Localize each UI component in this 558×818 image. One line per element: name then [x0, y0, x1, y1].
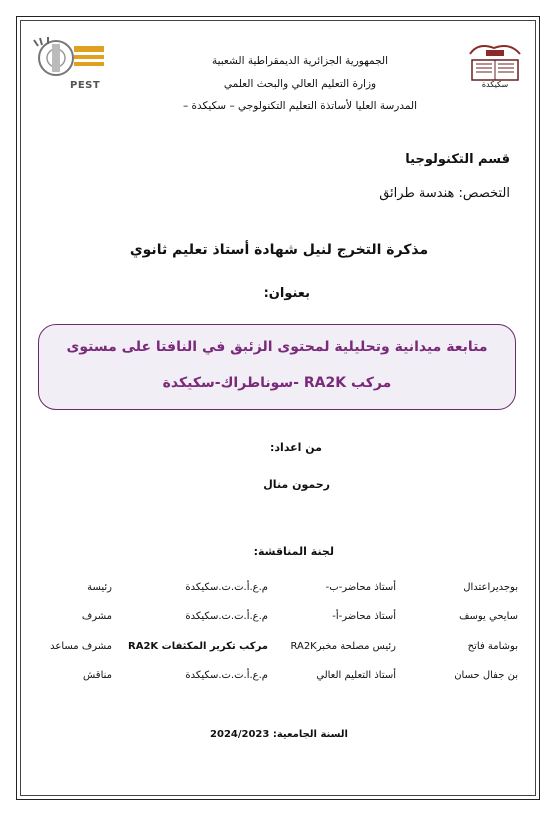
academic-year: السنة الجامعية: 2024/2023 — [210, 729, 348, 740]
committee-row — [40, 611, 518, 627]
specialty: التخصص: هندسة طرائق — [379, 186, 510, 201]
subject-line-1: متابعة ميدانية وتحليلية لمحتوى الزئبق في النافتا على مستوى — [66, 339, 488, 355]
header-ministry: وزارة التعليم العالي والبحث العلمي — [223, 78, 377, 90]
student-name: رحمون منال — [263, 478, 330, 491]
member-rank: أستاذ محاضر-أ- — [332, 611, 396, 622]
left-logo-text: PEST — [70, 80, 101, 91]
subject-line-2: مركب RA2K -سوناطراك-سكيكدة — [162, 375, 392, 391]
book-logo-icon — [464, 40, 526, 82]
member-rank: أستاذ محاضر-ب- — [325, 582, 396, 593]
left-logo — [26, 36, 108, 92]
member-role: مشرف — [81, 611, 112, 622]
right-logo-caption: سكيكدة — [481, 80, 509, 89]
member-role: مناقش — [83, 670, 112, 681]
right-logo — [464, 40, 526, 92]
header-school: المدرسة العليا لأساتذة التعليم التكنولوجي – سكيكدة – — [182, 100, 418, 112]
subject-box — [38, 324, 516, 410]
subject-label: بعنوان: — [263, 286, 310, 301]
department: قسم التكنولوجيا — [405, 152, 510, 167]
member-role: رئيسة — [87, 582, 112, 593]
member-role: مشرف مساعد — [50, 641, 112, 652]
member-rank: رئيس مصلحة مخبرRA2K — [290, 641, 396, 652]
committee-row — [40, 670, 518, 686]
header-republic: الجمهورية الجزائرية الديمقراطية الشعبية — [211, 55, 389, 67]
committee-label: لجنة المناقشة: — [253, 545, 334, 558]
member-institution: م.ع.أ.ت.ت.سكيكدة — [185, 582, 268, 593]
prepared-by-label: من اعداد: — [270, 441, 322, 454]
member-rank: أستاذ التعليم العالي — [316, 670, 396, 681]
committee-row — [40, 641, 518, 657]
member-name: بن جفال حسان — [454, 670, 518, 681]
member-name: بوجديراعتدال — [463, 582, 518, 593]
memo-title: مذكرة التخرج لنيل شهادة أستاذ تعليم ثانوي — [129, 242, 429, 258]
member-institution: م.ع.أ.ت.ت.سكيكدة — [185, 611, 268, 622]
member-institution: مركب تكرير المكثفات RA2K — [128, 641, 268, 652]
member-name: سايحي يوسف — [459, 611, 518, 622]
member-institution: م.ع.أ.ت.ت.سكيكدة — [185, 670, 268, 681]
committee-row — [40, 582, 518, 598]
member-name: بوشامة فاتح — [467, 641, 518, 652]
